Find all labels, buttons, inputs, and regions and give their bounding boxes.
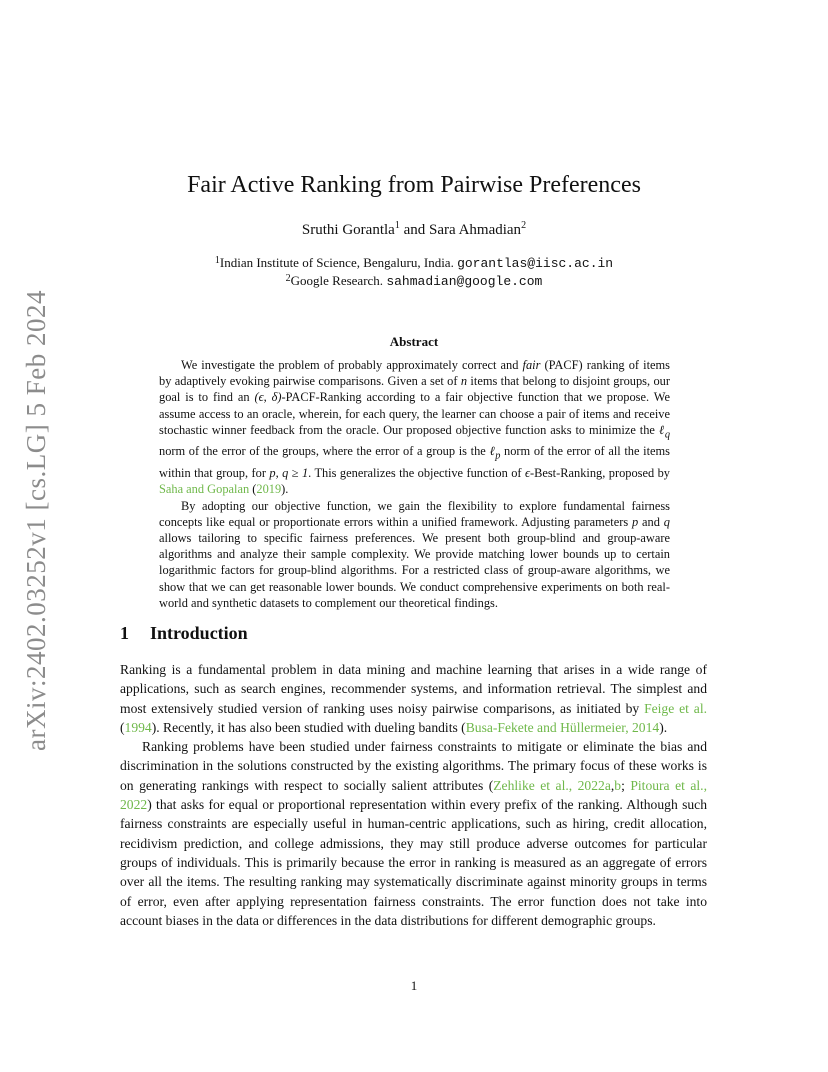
- math-subscript: p: [495, 450, 501, 462]
- text-run: items that belong to disjoint groups, our goal is to find an: [159, 374, 670, 405]
- abstract-heading: Abstract: [389, 334, 439, 349]
- text-run: ).: [281, 482, 289, 497]
- math-symbol: p, q ≥ 1: [269, 466, 309, 481]
- math-symbol: n: [460, 374, 468, 389]
- text-run: allows tailoring to specific fairness preferences. We present both group-blind and group-aware algorithms and analyze their sample complexity. We provide matching lower bounds up to certain logarithmic factors for group-blind algorithms. For a restricted class of group-aware algorithms, we show that we can get reasonable lower bounds. We conduct comprehensive experiments on both real-world and synthetic datasets to complement our theoretical findings.: [159, 530, 670, 610]
- citation-link[interactable]: Pitoura et al., 2022: [120, 777, 707, 813]
- arxiv-identifier-text: arXiv:2402.03252v1 [cs.LG] 5 Feb 2024: [20, 289, 51, 751]
- affiliation-block: [0, 254, 828, 290]
- text-run: . This generalizes the objective function of: [308, 466, 525, 481]
- math-symbol: q: [663, 514, 670, 529]
- abstract-body: [159, 357, 670, 611]
- text-run: norm of the error of all the items within that group, for: [159, 444, 670, 481]
- text-run: By adopting our objective function, we gain the flexibility to explore fundamental fairness concepts like equal or proportionate errors within a unified framework. Adjusting parameters: [159, 498, 670, 529]
- citation-link[interactable]: b: [614, 777, 622, 793]
- abstract-paragraph: [159, 498, 670, 611]
- body-paragraph: [120, 660, 707, 737]
- author-affiliation-mark: 2: [521, 220, 527, 231]
- page-number: 1: [410, 978, 418, 993]
- author-name: Sara Ahmadian: [429, 222, 522, 238]
- author-name: Sruthi Gorantla: [301, 222, 395, 238]
- citation-link[interactable]: 2019: [256, 482, 282, 497]
- text-run: Ranking is a fundamental problem in data mining and machine learning that arises in a wide range of applications, such as search engines, recommender systems, and information retrieval. The simplest and most extensively studied version of ranking uses noisy pairwise comparisons, as initiated by: [120, 662, 707, 716]
- abstract-paragraph: [159, 357, 670, 498]
- arxiv-identifier: [14, 289, 58, 751]
- affiliation-email[interactable]: sahmadian@google.com: [386, 274, 543, 289]
- citation-link[interactable]: Busa-Fekete and Hüllermeier, 2014: [465, 719, 660, 735]
- text-run: ;: [621, 777, 631, 793]
- section-heading: [120, 623, 248, 644]
- math-symbol: ϵ: [524, 466, 530, 481]
- paper-title: Fair Active Ranking from Pairwise Preferences: [187, 172, 641, 198]
- text-run: ).: [659, 719, 668, 735]
- section-title: Introduction: [150, 623, 248, 643]
- text-run: ). Recently, it has also been studied with dueling bandits (: [151, 719, 466, 735]
- math-subscript: q: [664, 429, 670, 441]
- author-affiliation-mark: 1: [394, 220, 400, 231]
- text-run: Ranking problems have been studied under fairness constraints to mitigate or eliminate the bias and discrimination in the solutions constructed by the existing algorithms. The primary focus of these works is on generating rankings with respect to socially salient attributes (: [120, 739, 707, 793]
- text-run: -PACF-Ranking according to a fair objective function that we propose. We assume access to an oracle, wherein, for each query, the learner can choose a pair of items and receive stochastic winner feedback from the oracle. Our proposed objective function asks to minimize the: [159, 390, 670, 437]
- section-number: 1: [120, 623, 129, 643]
- citation-link[interactable]: Saha and Gopalan: [159, 482, 250, 497]
- affiliation-email[interactable]: gorantlas@iisc.ac.in: [457, 256, 614, 271]
- math-symbol: p: [632, 514, 639, 529]
- math-symbol: ℓ: [658, 422, 665, 437]
- affiliation-institution: Google Research.: [290, 273, 384, 288]
- affiliation-mark: 2: [285, 273, 291, 284]
- affiliation-line: [0, 254, 828, 272]
- section-body: [120, 660, 707, 930]
- affiliation-line: [0, 272, 828, 290]
- math-symbol: ℓ: [489, 444, 496, 459]
- text-run: ,: [610, 777, 615, 793]
- text-run: -Best-Ranking, proposed by: [529, 466, 670, 481]
- body-paragraph: [120, 737, 707, 930]
- text-run: and: [638, 514, 664, 529]
- text-run: ) that asks for equal or proportional representation within every prefix of the ranking. Although such fairness constraints are especially useful in human-centric applications, such as hiring, credit allocation, recidivism prediction, and college admissions, they may still produce adverse outcomes for particular groups of individuals. This is primarily because the error in ranking is measured as an aggregate of errors over all the items. The resulting ranking may systematically discriminate against minority groups in terms of error, even after applying representation fairness constraints. The error function does not take into account biases in the data or differences in the data distributions for different demographic groups.: [120, 797, 707, 928]
- text-run: (: [249, 482, 257, 497]
- citation-link[interactable]: Zehlike et al., 2022a: [493, 777, 611, 793]
- citation-link[interactable]: 1994: [124, 719, 152, 735]
- emphasis: fair: [522, 358, 541, 372]
- citation-link[interactable]: Feige et al.: [644, 700, 707, 716]
- text-run: (PACF) ranking of items by adaptively evoking pairwise comparisons. Given a set of: [159, 358, 671, 389]
- math-symbol: (ϵ, δ): [254, 390, 282, 405]
- text-run: We investigate the problem of probably approximately correct and: [181, 358, 523, 372]
- affiliation-institution: Indian Institute of Science, Bengaluru, India.: [219, 255, 454, 270]
- author-joiner: and: [399, 222, 429, 238]
- affiliation-mark: 1: [214, 255, 220, 266]
- text-run: norm of the error of the groups, where the error of a group is the: [159, 444, 490, 459]
- author-list: [0, 222, 828, 239]
- text-run: (: [120, 719, 125, 735]
